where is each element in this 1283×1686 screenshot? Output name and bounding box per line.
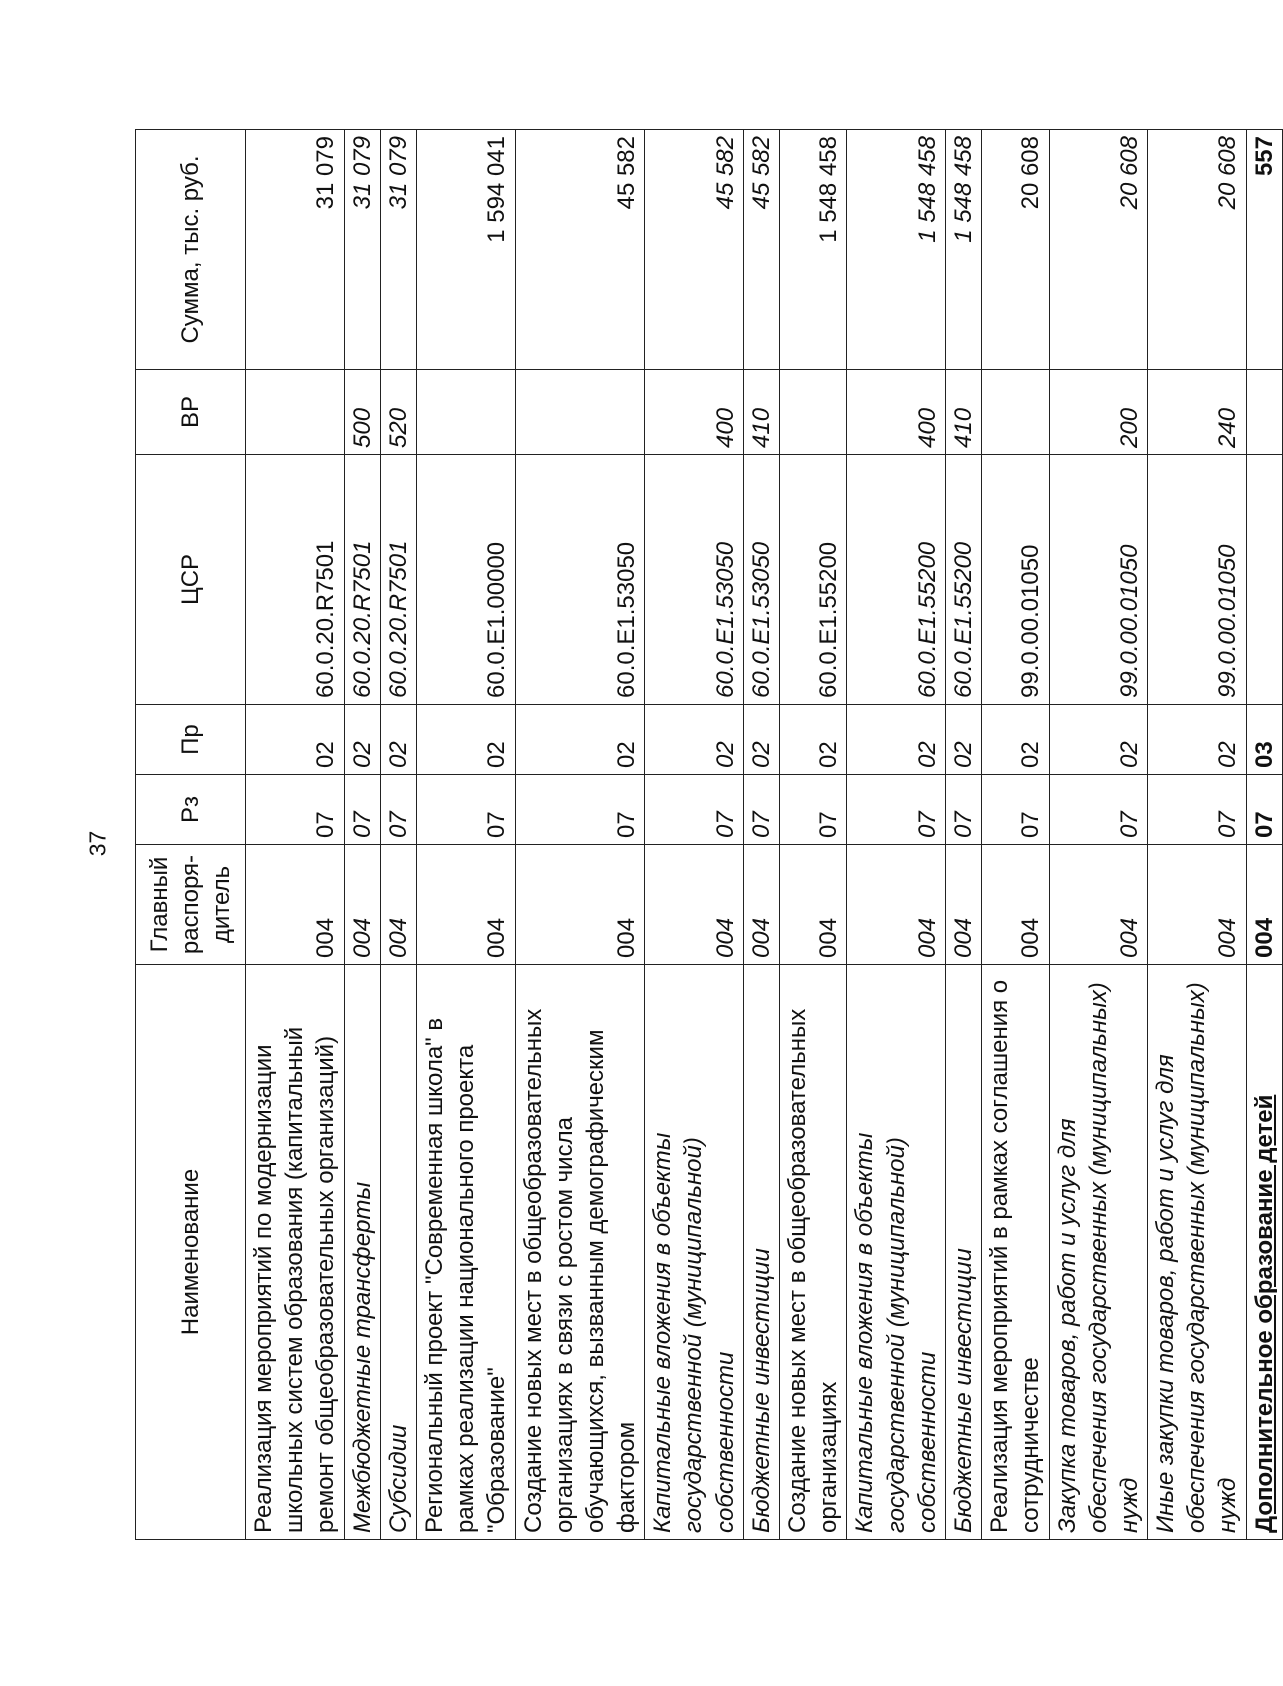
cell-pr: 02 (645, 705, 744, 775)
cell-name: Капитальные вложения в объекты государственной (муниципальной) собственности (645, 965, 744, 1540)
cell-pr: 02 (344, 705, 380, 775)
cell-name: Иные закупки товаров, работ и услуг для обеспечения государственных (муниципальных) нужд (1148, 965, 1247, 1540)
cell-name: Субсидии (380, 965, 416, 1540)
cell-grbs: 004 (847, 845, 946, 965)
header-csr: ЦСР (136, 455, 246, 705)
cell-rz: 07 (780, 775, 847, 845)
cell-pr: 02 (380, 705, 416, 775)
cell-csr: 60.0.E1.53050 (743, 455, 779, 705)
cell-vr: 400 (645, 370, 744, 455)
cell-pr: 02 (1148, 705, 1247, 775)
cell-rz: 07 (743, 775, 779, 845)
cell-pr: 02 (1049, 705, 1148, 775)
table-row (945, 130, 981, 1540)
cell-csr: 60.0.20.R7501 (246, 455, 345, 705)
cell-name: Дополнительное образование детей (1246, 965, 1282, 1540)
cell-sum: 31 079 (380, 130, 416, 370)
cell-csr: 99.0.00.01050 (982, 455, 1049, 705)
table-row (847, 130, 946, 1540)
table-row (246, 130, 345, 1540)
cell-csr: 99.0.00.01050 (1148, 455, 1247, 705)
cell-csr: 60.0.20.R7501 (344, 455, 380, 705)
cell-rz: 07 (847, 775, 946, 845)
cell-vr: 410 (743, 370, 779, 455)
cell-rz: 07 (945, 775, 981, 845)
cell-csr: 99.0.00.01050 (1049, 455, 1148, 705)
cell-sum: 557 (1246, 130, 1282, 370)
cell-sum: 20 608 (982, 130, 1049, 370)
cell-vr (416, 370, 515, 455)
table-body (246, 130, 1283, 1540)
cell-csr (1246, 455, 1282, 705)
cell-pr: 02 (847, 705, 946, 775)
cell-csr: 60.0.E1.53050 (515, 455, 645, 705)
header-pr: Пр (136, 705, 246, 775)
cell-pr: 03 (1246, 705, 1282, 775)
cell-rz: 07 (982, 775, 1049, 845)
table-row (1148, 130, 1247, 1540)
cell-name: Реализация мероприятий по модернизации школьных систем образования (капитальный ремонт общеобразовательных организаций) (246, 965, 345, 1540)
cell-name: Бюджетные инвестиции (743, 965, 779, 1540)
cell-name: Создание новых мест в общеобразовательных организациях в связи с ростом числа обучающихся, вызванным демографическим фактором (515, 965, 645, 1540)
cell-pr: 02 (945, 705, 981, 775)
cell-name: Реализация мероприятий в рамках соглашения о сотрудничестве (982, 965, 1049, 1540)
cell-vr: 200 (1049, 370, 1148, 455)
cell-name: Региональный проект "Современная школа" в рамках реализации национального проекта "Образование" (416, 965, 515, 1540)
cell-sum: 1 548 458 (945, 130, 981, 370)
cell-vr (1246, 370, 1282, 455)
cell-grbs: 004 (344, 845, 380, 965)
cell-grbs: 004 (380, 845, 416, 965)
cell-csr: 60.0.E1.55200 (780, 455, 847, 705)
cell-grbs: 004 (416, 845, 515, 965)
cell-rz: 07 (1246, 775, 1282, 845)
cell-rz: 07 (515, 775, 645, 845)
rotated-page-content (135, 130, 1278, 1540)
cell-pr: 02 (982, 705, 1049, 775)
cell-pr: 02 (515, 705, 645, 775)
cell-rz: 07 (344, 775, 380, 845)
table-row (344, 130, 380, 1540)
cell-vr (982, 370, 1049, 455)
cell-sum: 1 548 458 (847, 130, 946, 370)
table-row (515, 130, 645, 1540)
header-rz: Рз (136, 775, 246, 845)
cell-csr: 60.0.E1.53050 (645, 455, 744, 705)
cell-grbs: 004 (645, 845, 744, 965)
cell-grbs: 004 (1049, 845, 1148, 965)
cell-sum: 20 608 (1148, 130, 1247, 370)
cell-vr (515, 370, 645, 455)
table-header-row (136, 130, 246, 1540)
cell-grbs: 004 (515, 845, 645, 965)
cell-sum: 1 594 041 (416, 130, 515, 370)
table-row (1049, 130, 1148, 1540)
cell-pr: 02 (780, 705, 847, 775)
cell-name: Капитальные вложения в объекты государственной (муниципальной) собственности (847, 965, 946, 1540)
table-row (1246, 130, 1282, 1540)
cell-sum: 31 079 (344, 130, 380, 370)
cell-sum: 1 548 458 (780, 130, 847, 370)
cell-grbs: 004 (780, 845, 847, 965)
table-row (982, 130, 1049, 1540)
cell-csr: 60.0.E1.55200 (847, 455, 946, 705)
cell-grbs: 004 (1148, 845, 1247, 965)
cell-vr: 410 (945, 370, 981, 455)
cell-pr: 02 (246, 705, 345, 775)
cell-grbs: 004 (743, 845, 779, 965)
cell-rz: 07 (246, 775, 345, 845)
cell-pr: 02 (416, 705, 515, 775)
cell-grbs: 004 (246, 845, 345, 965)
cell-sum: 20 608 (1049, 130, 1148, 370)
cell-vr: 500 (344, 370, 380, 455)
cell-name: Бюджетные инвестиции (945, 965, 981, 1540)
cell-rz: 07 (1049, 775, 1148, 845)
cell-vr (246, 370, 345, 455)
table-row (743, 130, 779, 1540)
cell-pr: 02 (743, 705, 779, 775)
cell-rz: 07 (416, 775, 515, 845)
table-row (380, 130, 416, 1540)
cell-csr: 60.0.E1.55200 (945, 455, 981, 705)
cell-grbs: 004 (1246, 845, 1282, 965)
cell-grbs: 004 (945, 845, 981, 965)
cell-sum: 45 582 (743, 130, 779, 370)
cell-name: Создание новых мест в общеобразовательных организациях (780, 965, 847, 1540)
cell-rz: 07 (380, 775, 416, 845)
cell-vr: 400 (847, 370, 946, 455)
cell-vr: 520 (380, 370, 416, 455)
cell-sum: 31 079 (246, 130, 345, 370)
page-number: 37 (84, 830, 111, 857)
table-row (416, 130, 515, 1540)
cell-csr: 60.0.E1.00000 (416, 455, 515, 705)
header-grbs: Главный распоря-дитель (136, 845, 246, 965)
cell-vr (780, 370, 847, 455)
table-row (780, 130, 847, 1540)
cell-grbs: 004 (982, 845, 1049, 965)
cell-vr: 240 (1148, 370, 1247, 455)
cell-name: Закупка товаров, работ и услуг для обеспечения государственных (муниципальных) нужд (1049, 965, 1148, 1540)
header-sum: Сумма, тыс. руб. (136, 130, 246, 370)
cell-rz: 07 (645, 775, 744, 845)
header-name: Наименование (136, 965, 246, 1540)
cell-sum: 45 582 (645, 130, 744, 370)
budget-table (135, 129, 1283, 1540)
cell-rz: 07 (1148, 775, 1247, 845)
cell-sum: 45 582 (515, 130, 645, 370)
cell-csr: 60.0.20.R7501 (380, 455, 416, 705)
header-vr: ВР (136, 370, 246, 455)
table-row (645, 130, 744, 1540)
cell-name: Межбюджетные трансферты (344, 965, 380, 1540)
